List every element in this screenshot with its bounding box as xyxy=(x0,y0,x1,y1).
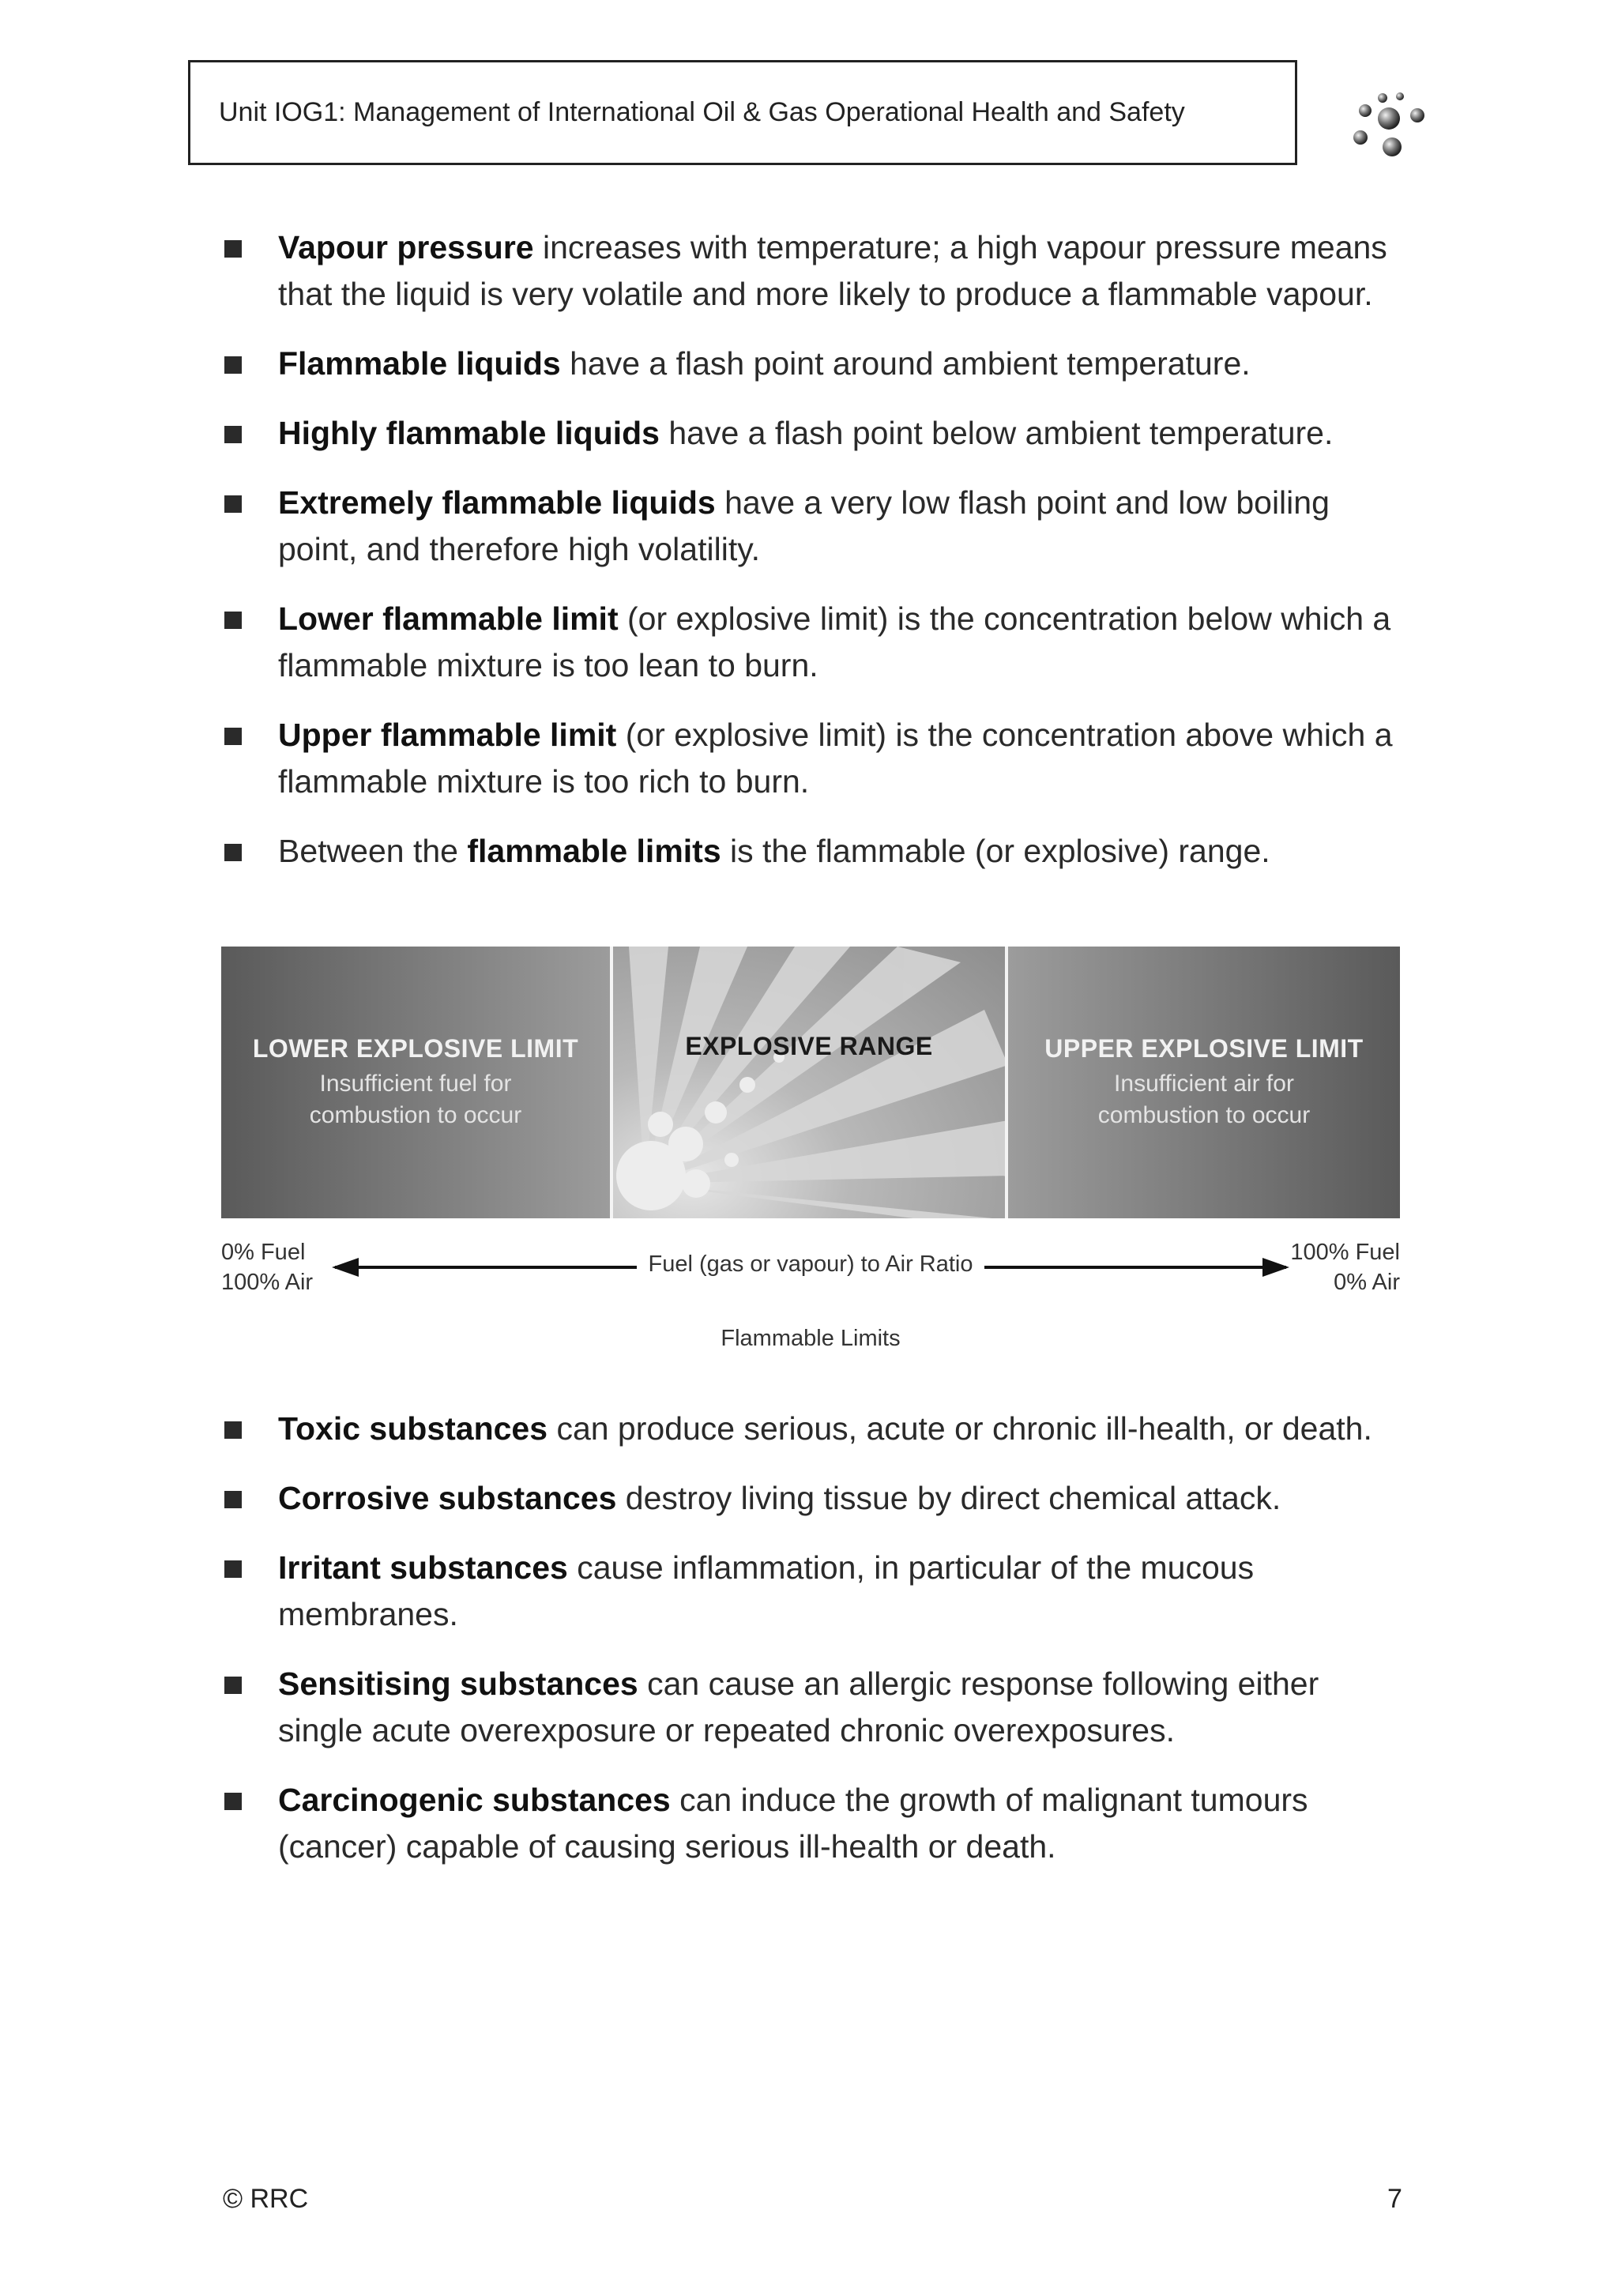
figure-caption: Flammable Limits xyxy=(721,1326,901,1351)
explosion-burst-icon xyxy=(613,947,1008,1218)
axis-center-label: Fuel (gas or vapour) to Air Ratio xyxy=(637,1252,984,1277)
upper-explosive-limit-band: UPPER EXPLOSIVE LIMIT Insufficient air for combustion to occur xyxy=(1008,947,1400,1218)
list-item: Between the flammable limits is the flammable (or explosive) range. xyxy=(221,828,1406,875)
list-item: Vapour pressure increases with temperature; a high vapour pressure means that the liquid is very volatile and more likely to produce a flammable vapour. xyxy=(221,224,1406,318)
explosive-range-band: EXPLOSIVE RANGE xyxy=(613,947,1008,1218)
double-arrow-icon xyxy=(332,1237,1289,1300)
square-bullet-icon xyxy=(224,844,242,861)
square-bullet-icon xyxy=(224,1677,242,1694)
square-bullet-icon xyxy=(224,1421,242,1439)
list-item: Upper flammable limit (or explosive limit) is the concentration above which a flammable mixture is too rich to burn. xyxy=(221,712,1406,805)
square-bullet-icon xyxy=(224,728,242,745)
list-item: Extremely flammable liquids have a very low flash point and low boiling point, and therefore high volatility. xyxy=(221,480,1406,573)
footer-copyright: © RRC xyxy=(223,2184,309,2214)
page-number: 7 xyxy=(1387,2184,1402,2214)
lower-explosive-limit-band: LOWER EXPLOSIVE LIMIT Insufficient fuel for combustion to occur xyxy=(221,947,613,1218)
square-bullet-icon xyxy=(224,356,242,374)
flammable-limits-figure xyxy=(221,947,1400,1352)
square-bullet-icon xyxy=(224,240,242,258)
list-item: Sensitising substances can cause an allergic response following either single acute overexposure or repeated chronic overexposures. xyxy=(221,1661,1406,1754)
axis-right-label: 100% Fuel 0% Air xyxy=(1290,1240,1400,1295)
list-item: Toxic substances can produce serious, acute or chronic ill-health, or death. xyxy=(221,1406,1406,1452)
fuel-air-ratio-axis xyxy=(221,1237,1400,1308)
square-bullet-icon xyxy=(224,495,242,513)
list-item: Corrosive substances destroy living tissue by direct chemical attack. xyxy=(221,1475,1406,1522)
list-item: Irritant substances cause inflammation, in particular of the mucous membranes. xyxy=(221,1545,1406,1638)
square-bullet-icon xyxy=(224,1491,242,1508)
header-title: Unit IOG1: Management of International Oil & Gas Operational Health and Safety xyxy=(219,97,1185,127)
explosive-range-diagram xyxy=(221,947,1400,1218)
list-item: Lower flammable limit (or explosive limit) is the concentration below which a flammable mixture is too lean to burn. xyxy=(221,596,1406,689)
definitions-list-flammability xyxy=(221,224,1406,898)
list-item: Carcinogenic substances can induce the growth of malignant tumours (cancer) capable of causing serious ill-health or death. xyxy=(221,1777,1406,1870)
axis-left-label: 0% Fuel 100% Air xyxy=(221,1240,314,1295)
square-bullet-icon xyxy=(224,612,242,629)
definitions-list-hazards xyxy=(221,1406,1406,1893)
square-bullet-icon xyxy=(224,1793,242,1810)
square-bullet-icon xyxy=(224,426,242,443)
square-bullet-icon xyxy=(224,1560,242,1578)
page-header xyxy=(188,60,1297,165)
list-item: Flammable liquids have a flash point around ambient temperature. xyxy=(221,341,1406,387)
molecule-logo-icon xyxy=(1343,88,1438,167)
list-item: Highly flammable liquids have a flash point below ambient temperature. xyxy=(221,410,1406,457)
